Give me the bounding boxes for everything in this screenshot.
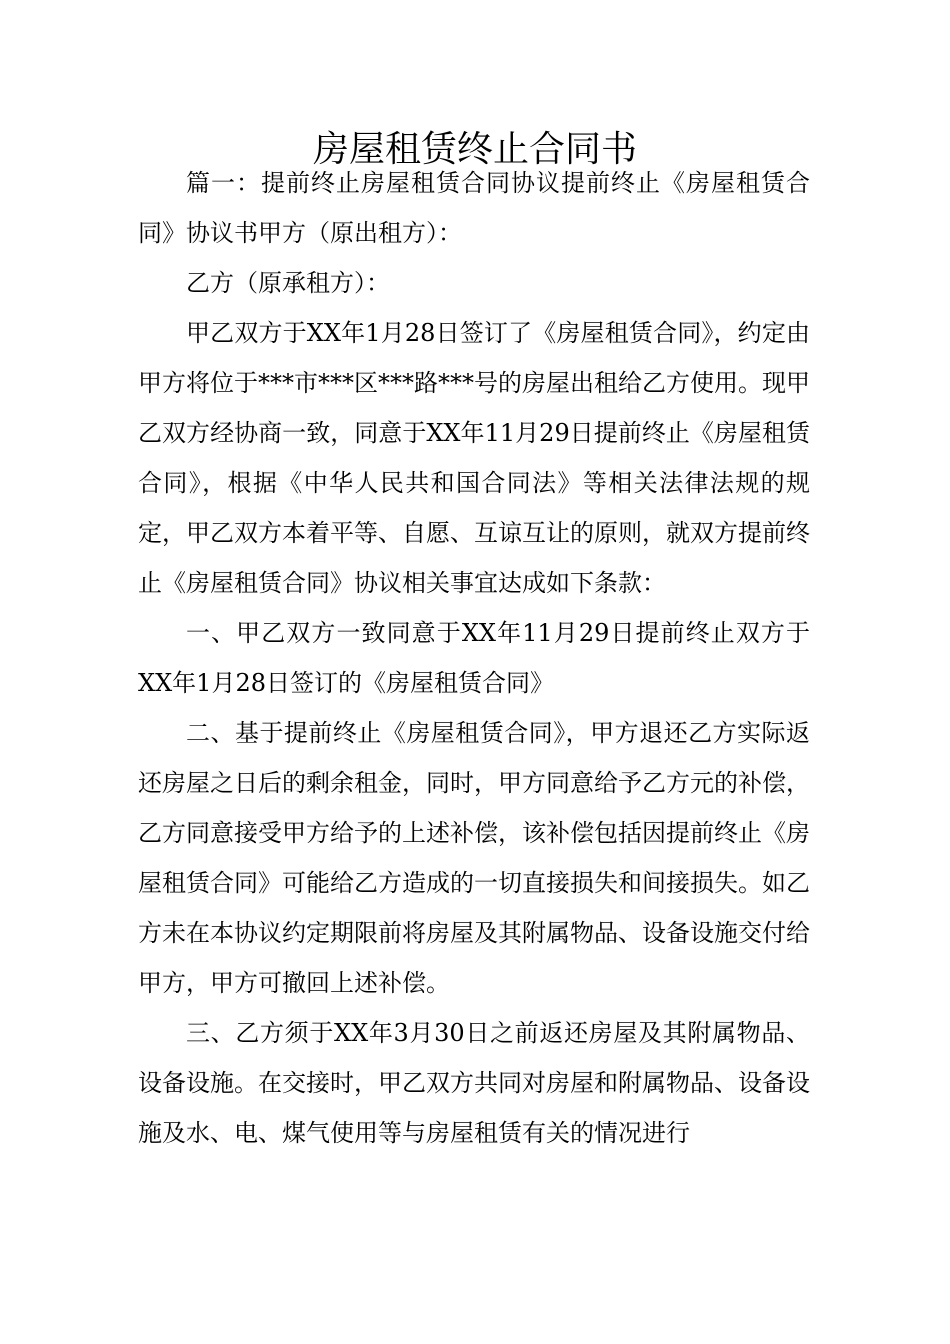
paragraph-party-b: 乙方（原承租方）： <box>186 269 390 297</box>
paragraph-intro: 篇一：提前终止房屋租赁合同协议提前终止《房屋租赁合同》协议书甲方（原出租方）： <box>138 169 810 247</box>
paragraph-clause-2: 二、基于提前终止《房屋租赁合同》，甲方退还乙方实际返还房屋之日后的剩余租金，同时，甲方同意给予乙方元的补偿，乙方同意接受甲方给予的上述补偿，该补偿包括因提前终止《房屋租赁合同》可能给乙方造成的一切直接损失和间接损失。如乙方未在本协议约定期限前将房屋及其附属物品、设备设施交付给甲方，甲方可撤回上述补偿。 <box>138 719 810 997</box>
document-title: 房屋租赁终止合同书 <box>312 129 637 171</box>
document-body <box>138 158 810 1158</box>
paragraph-clause-3: 三、乙方须于XX年3月30日之前返还房屋及其附属物品、设备设施。在交接时，甲乙双方共同对房屋和附属物品、设备设施及水、电、煤气使用等与房屋租赁有关的情况进行 <box>138 1019 810 1147</box>
paragraph-background: 甲乙双方于XX年1月28日签订了《房屋租赁合同》，约定由甲方将位于***市***区***路***号的房屋出租给乙方使用。现甲乙双方经协商一致，同意于XX年11月29日提前终止《房屋租赁合同》，根据《中华人民共和国合同法》等相关法律法规的规定，甲乙双方本着平等、自愿、互谅互让的原则，就双方提前终止《房屋租赁合同》协议相关事宜达成如下条款： <box>138 319 810 597</box>
paragraph-clause-1: 一、甲乙双方一致同意于XX年11月29日提前终止双方于XX年1月28日签订的《房屋租赁合同》 <box>138 619 810 697</box>
